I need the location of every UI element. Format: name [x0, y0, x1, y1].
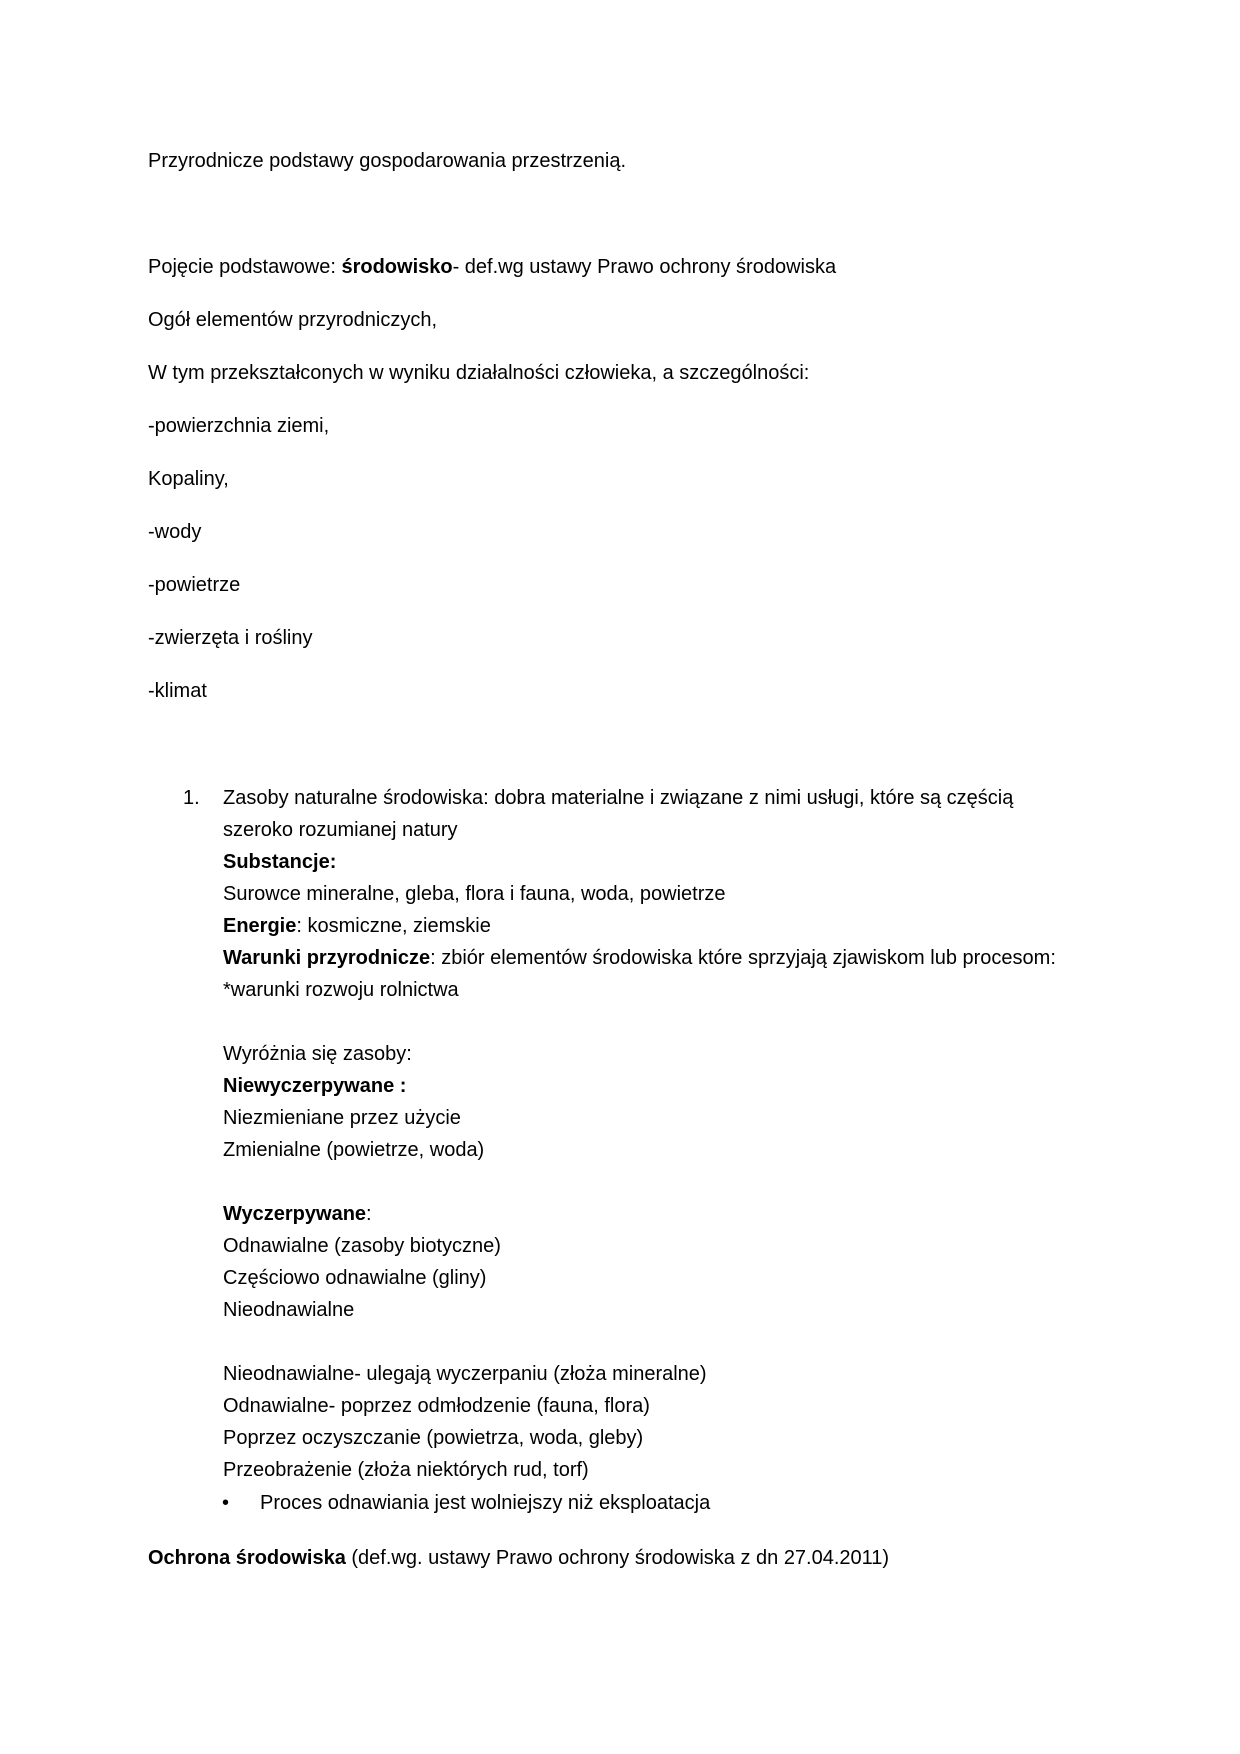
list-item: Zmienialne (powietrze, woda) [223, 1139, 485, 1161]
niewyczerpywane-label: Niewyczerpywane : [223, 1075, 407, 1097]
text-line: Kopaliny, [148, 468, 229, 490]
definition-prefix: Pojęcie podstawowe: [148, 256, 342, 278]
energie-text: : kosmiczne, ziemskie [296, 915, 491, 937]
definition-rest: - def.wg ustawy Prawo ochrony środowiska [452, 256, 837, 278]
bullet-icon: • [222, 1492, 230, 1514]
detail-line: Poprzez oczyszczanie (powietrza, woda, gleby) [223, 1427, 644, 1449]
substancje-label: Substancje: [223, 851, 337, 873]
definition-term: środowisko [341, 256, 453, 278]
wyczerpywane-label: Wyczerpywane [223, 1203, 367, 1225]
section-intro: Zasoby naturalne środowiska: dobra materialne i związane z nimi usługi, które są częścią [223, 787, 1014, 809]
list-item: Nieodnawialne [223, 1299, 355, 1321]
wyczerpywane-colon: : [366, 1203, 372, 1225]
warunki-text: : zbiór elementów środowiska które sprzyjają zjawiskom lub procesom: [430, 947, 1056, 969]
list-item: Odnawialne (zasoby biotyczne) [223, 1235, 501, 1257]
substancje-heading [223, 850, 336, 874]
text-line: -powietrze [148, 574, 241, 596]
wyczerpywane-heading [223, 1202, 372, 1226]
ochrona-text: (def.wg. ustawy Prawo ochrony środowiska z dn 27.04.2011) [345, 1547, 890, 1569]
text-line: Ogół elementów przyrodniczych, [148, 309, 438, 331]
wyroznia-line: Wyróżnia się zasoby: [223, 1043, 412, 1065]
text-line: -wody [148, 521, 202, 543]
warunki-label: Warunki przyrodnicze [223, 947, 431, 969]
niewyczerpywane-heading [223, 1074, 406, 1098]
list-item: Niezmieniane przez użycie [223, 1107, 461, 1129]
detail-line: Odnawialne- poprzez odmłodzenie (fauna, flora) [223, 1395, 650, 1417]
detail-line: Nieodnawialne- ulegają wyczerpaniu (złoża mineralne) [223, 1363, 707, 1385]
document-title: Przyrodnicze podstawy gospodarowania przestrzenią. [148, 150, 627, 172]
text-line: W tym przekształconych w wyniku działalności człowieka, a szczególności: [148, 362, 810, 384]
warunki-line [223, 946, 1056, 970]
substancje-text: Surowce mineralne, gleba, flora i fauna, woda, powietrze [223, 883, 726, 905]
list-number: 1. [183, 787, 200, 809]
list-item: Częściowo odnawialne (gliny) [223, 1267, 487, 1289]
ochrona-label: Ochrona środowiska [148, 1547, 346, 1569]
section-intro-cont: szeroko rozumianej natury [223, 819, 458, 841]
text-line: -zwierzęta i rośliny [148, 627, 313, 649]
text-line: -powierzchnia ziemi, [148, 415, 330, 437]
warunki-item: *warunki rozwoju rolnictwa [223, 979, 459, 1001]
detail-line: Przeobrażenie (złoża niektórych rud, torf) [223, 1459, 589, 1481]
definition-line [148, 255, 836, 279]
energie-line [223, 914, 491, 938]
text-line: -klimat [148, 680, 207, 702]
bullet-text: Proces odnawiania jest wolniejszy niż eksploatacja [260, 1492, 711, 1514]
energie-label: Energie [223, 915, 297, 937]
ochrona-line [148, 1546, 889, 1570]
